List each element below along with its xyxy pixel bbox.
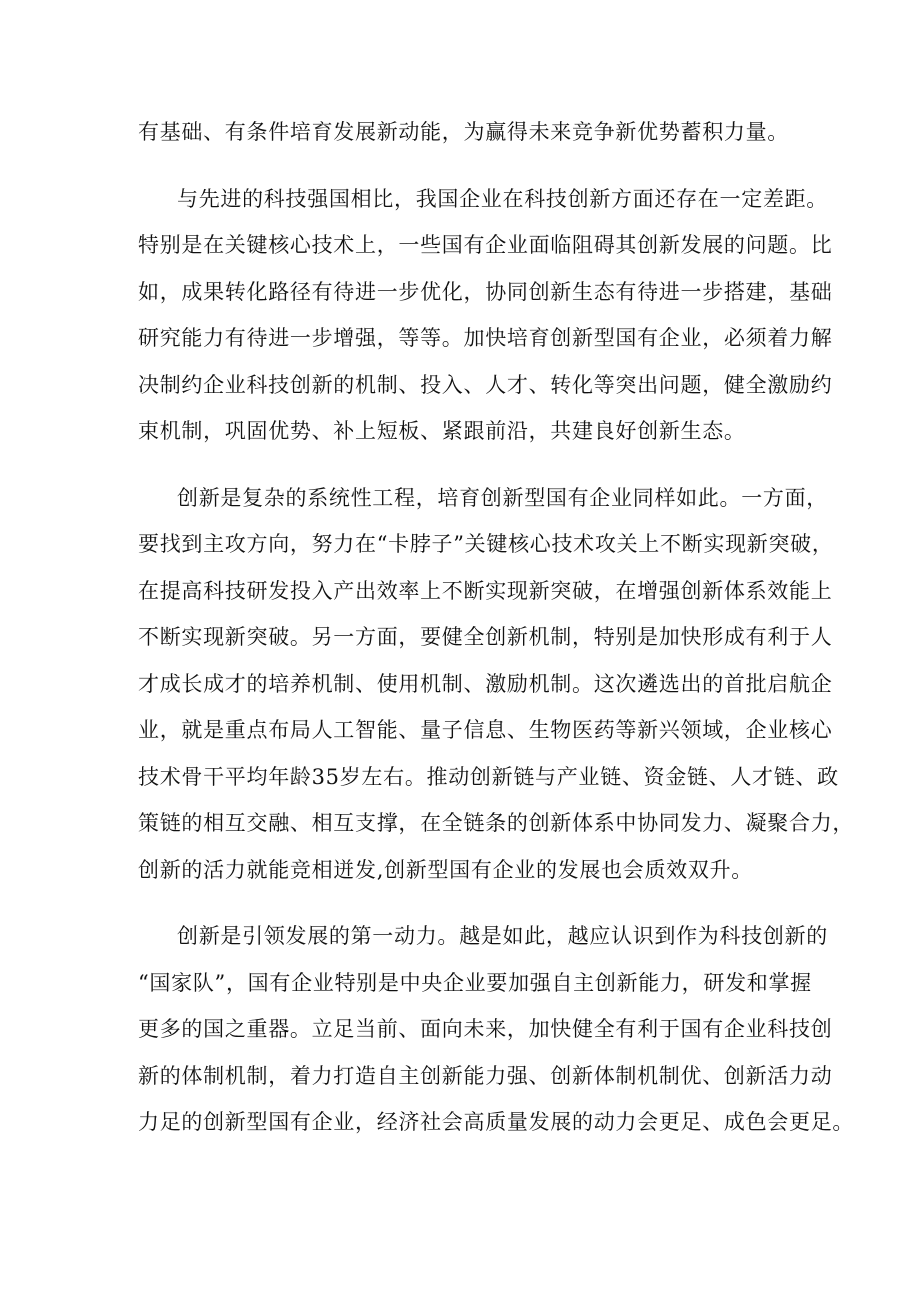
text-line: 新的体制机制，着力打造自主创新能力强、创新体制机制优、创新活力动	[138, 1064, 833, 1088]
text-line: 力足的创新型国有企业，经济社会高质量发展的动力会更足、成色会更足。	[138, 1110, 855, 1134]
text-line: 技术骨干平均年龄35岁左右。推动创新链与产业链、资金链、人才链、政	[138, 765, 839, 789]
text-line: 如，成果转化路径有待进一步优化，协同创新生态有待进一步搭建，基础	[138, 280, 833, 304]
text-line: 更多的国之重器。立足当前、面向未来，加快健全有利于国有企业科技创	[138, 1017, 833, 1041]
text-line: 束机制，巩固优势、补上短板、紧跟前沿，共建良好创新生态。	[138, 419, 746, 443]
text-line: 决制约企业科技创新的机制、投入、人才、转化等突出问题，健全激励约	[138, 373, 833, 397]
text-line: 策链的相互交融、相互支撑，在全链条的创新体系中协同发力、凝聚合力，	[138, 811, 855, 835]
text-line: 才成长成才的培养机制、使用机制、激励机制。这次遴选出的首批启航企	[138, 672, 833, 696]
text-line: 有基础、有条件培育发展新动能，为赢得未来竞争新优势蓄积力量。	[138, 120, 789, 144]
text-line: 要找到主攻方向，努力在“卡脖子”关键核心技术攻关上不断实现新突破，	[138, 532, 834, 556]
text-line: 研究能力有待进一步增强，等等。加快培育创新型国有企业，必须着力解	[138, 326, 833, 350]
text-line: 创新是引领发展的第一动力。越是如此，越应认识到作为科技创新的	[177, 924, 828, 948]
text-line: 特别是在关键核心技术上，一些国有企业面临阻碍其创新发展的问题。比	[138, 233, 833, 257]
text-line: 与先进的科技强国相比，我国企业在科技创新方面还存在一定差距。	[177, 187, 828, 211]
text-line: 不断实现新突破。另一方面，要健全创新机制，特别是加快形成有利于人	[138, 625, 833, 649]
text-line: 业，就是重点布局人工智能、量子信息、生物医药等新兴领域，企业核心	[138, 718, 833, 742]
text-line: 在提高科技研发投入产出效率上不断实现新突破，在增强创新体系效能上	[138, 579, 833, 603]
text-line: 创新是复杂的系统性工程，培育创新型国有企业同样如此。一方面，	[177, 486, 828, 510]
text-line: “国家队”，国有企业特别是中央企业要加强自主创新能力，研发和掌握	[138, 971, 812, 995]
text-line: 创新的活力就能竞相迸发,创新型国有企业的发展也会质效双升。	[138, 858, 753, 882]
